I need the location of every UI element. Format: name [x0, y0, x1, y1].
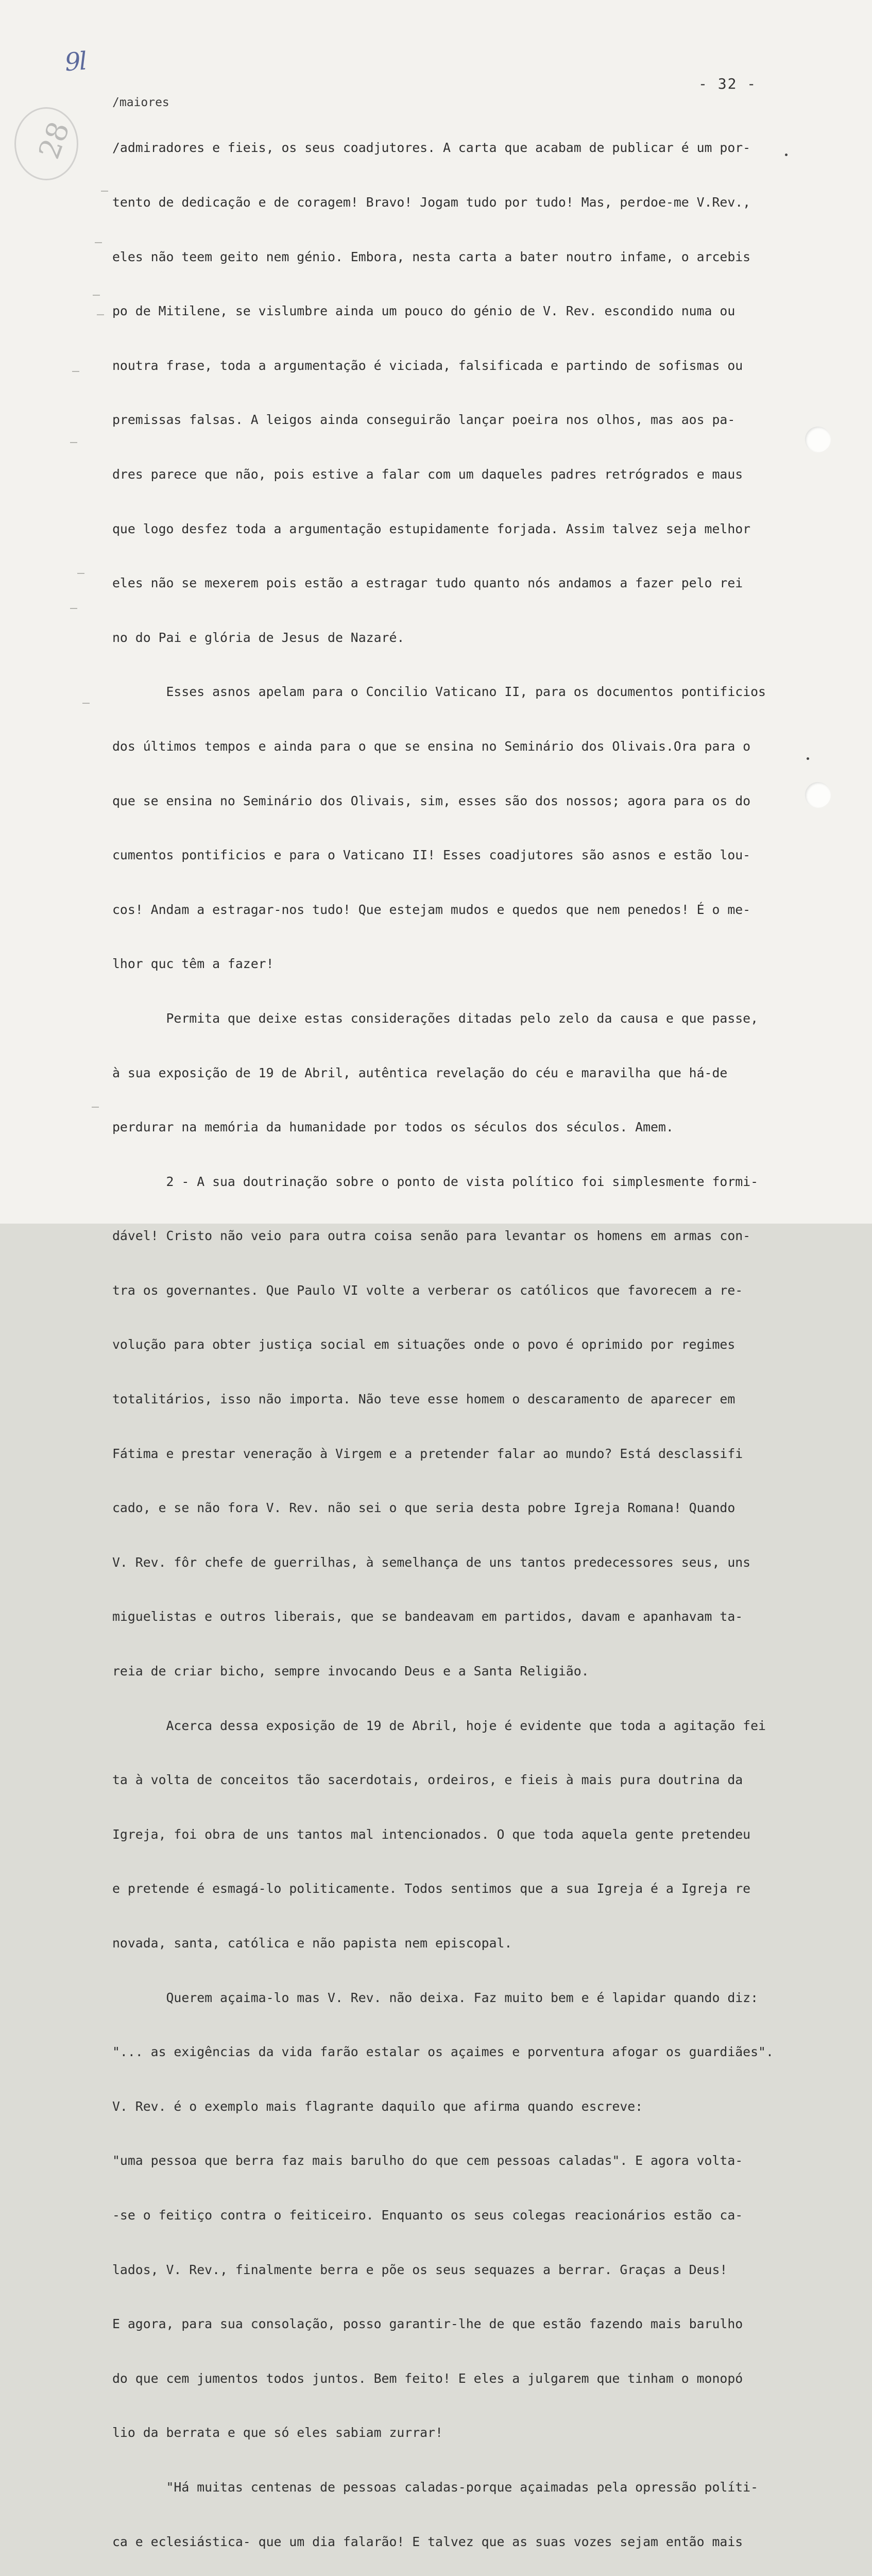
text-line: Querem açaima-lo mas V. Rev. não deixa. Faz muito bem e é lapidar quando diz:: [112, 1990, 759, 2005]
text-line: no do Pai e glória de Jesus de Nazaré.: [112, 630, 405, 645]
text-line: que se ensina no Seminário dos Olivais, sim, esses são dos nossos; agora para os do: [112, 793, 751, 808]
archive-handwritten-mark: 9l: [64, 46, 87, 77]
text-line: dres parece que não, pois estive a falar com um daqueles padres retrógrados e maus: [112, 466, 743, 482]
text-line: 2 - A sua doutrinação sobre o ponto de vista político foi simplesmente formi-: [112, 1174, 759, 1189]
text-line: e pretende é esmagá-lo politicamente. Todos sentimos que a sua Igreja é a Igreja re: [112, 1881, 751, 1896]
text-line: à sua exposição de 19 de Abril, autêntica revelação do céu e maravilha que há-de: [112, 1065, 728, 1080]
text-line: dável! Cristo não veio para outra coisa senão para levantar os homens em armas con-: [112, 1228, 751, 1244]
text-line: "... as exigências da vida farão estalar os açaimes e porventura afogar os guardiães".: [112, 2044, 774, 2060]
text-line: lhor quc têm a fazer!: [112, 956, 274, 972]
text-line: Permita que deixe estas considerações ditadas pelo zelo da causa e que passe,: [112, 1010, 759, 1026]
text-line: Acerca dessa exposição de 19 de Abril, hoje é evidente que toda a agitação fei: [112, 1718, 766, 1733]
text-line: V. Rev. é o exemplo mais flagrante daquilo que afirma quando escreve:: [112, 2098, 643, 2114]
text-line: totalitários, isso não importa. Não teve esse homem o descaramento de aparecer em: [112, 1392, 736, 1407]
text-line: Esses asnos apelam para o Concilio Vaticano II, para os documentos pontificios: [112, 684, 766, 700]
insertion-note: /maiores: [112, 96, 169, 109]
binder-hole: [805, 427, 831, 452]
text-line: cos! Andam a estragar-nos tudo! Que estejam mudos e quedos que nem penedos! É o me-: [112, 902, 751, 917]
stray-dot: [807, 757, 809, 760]
margin-tick: [97, 314, 104, 315]
margin-tick: [101, 191, 108, 192]
text-line: eles não se mexerem pois estão a estragar tudo quanto nós andamos a fazer pelo rei: [112, 575, 743, 591]
text-line: dos últimos tempos e ainda para o que se ensina no Seminário dos Olivais.Ora para o: [112, 738, 751, 754]
text-line: Igreja, foi obra de uns tantos mal intencionados. O que toda aquela gente pretendeu: [112, 1826, 751, 1842]
text-line: reia de criar bicho, sempre invocando Deus e a Santa Religião.: [112, 1664, 589, 1679]
text-line: eles não teem geito nem génio. Embora, nesta carta a bater noutro infame, o arcebis: [112, 249, 751, 264]
margin-tick: [92, 1107, 99, 1108]
text-line: tra os governantes. Que Paulo VI volte a verberar os católicos que favorecem a re-: [112, 1282, 743, 1298]
stamp-number: 28: [32, 117, 77, 164]
text-line: lados, V. Rev., finalmente berra e põe os seus sequazes a berrar. Graças a Deus!: [112, 2262, 728, 2277]
binder-hole: [805, 782, 831, 808]
margin-tick: [72, 371, 79, 372]
text-line: Fátima e prestar veneração à Virgem e a pretender falar ao mundo? Está desclassifi: [112, 1446, 743, 1461]
text-line: "Há muitas centenas de pessoas caladas-porque açaimadas pela opressão políti-: [112, 2479, 759, 2495]
text-line: ta à volta de conceitos tão sacerdotais, ordeiros, e fieis à mais pura doutrina da: [112, 1772, 743, 1788]
margin-tick: [77, 573, 84, 574]
text-line: cado, e se não fora V. Rev. não sei o que seria desta pobre Igreja Romana! Quando: [112, 1500, 736, 1516]
text-line: E agora, para sua consolação, posso garantir-lhe de que estão fazendo mais barulho: [112, 2316, 743, 2332]
margin-tick: [82, 703, 90, 704]
text-line: premissas falsas. A leigos ainda conseguirão lançar poeira nos olhos, mas aos pa-: [112, 412, 736, 428]
text-line: ca e eclesiástica- que um dia falarão! E talvez que as suas vozes sejam então mais: [112, 2534, 743, 2549]
margin-tick: [95, 242, 102, 243]
text-line: que logo desfez toda a argumentação estupidamente forjada. Assim talvez seja melhor: [112, 521, 751, 536]
text-line: /admiradores e fieis, os seus coadjutores. A carta que acabam de publicar é um por-: [112, 140, 751, 156]
text-line: noutra frase, toda a argumentação é viciada, falsificada e partindo de sofismas ou: [112, 358, 743, 373]
text-line: -se o feitiço contra o feiticeiro. Enquanto os seus colegas reacionários estão ca-: [112, 2207, 743, 2223]
text-line: novada, santa, católica e não papista nem episcopal.: [112, 1936, 512, 1951]
body-text: [112, 103, 792, 2576]
text-line: cumentos pontificios e para o Vaticano II! Esses coadjutores são asnos e estão lou-: [112, 848, 751, 863]
text-line: volução para obter justiça social em situações onde o povo é oprimido por regimes: [112, 1337, 736, 1352]
text-line: V. Rev. fôr chefe de guerrilhas, à semelhança de uns tantos predecessores seus, uns: [112, 1554, 751, 1570]
text-line: do que cem jumentos todos juntos. Bem feito! E eles a julgarem que tinham o monopó: [112, 2370, 743, 2386]
text-line: "uma pessoa que berra faz mais barulho do que cem pessoas caladas". E agora volta-: [112, 2153, 743, 2168]
text-line: po de Mitilene, se vislumbre ainda um pouco do génio de V. Rev. escondido numa ou: [112, 303, 736, 319]
text-line: lio da berrata e que só eles sabiam zurrar!: [112, 2425, 443, 2441]
text-line: tento de dedicação e de coragem! Bravo! Jogam tudo por tudo! Mas, perdoe-me V.Rev.,: [112, 195, 751, 210]
text-line: miguelistas e outros liberais, que se bandeavam em partidos, davam e apanhavam ta-: [112, 1609, 743, 1624]
margin-tick: [93, 295, 100, 296]
margin-tick: [70, 608, 77, 609]
margin-tick: [70, 442, 77, 443]
page-number: - 32 -: [698, 75, 757, 92]
text-line: perdurar na memória da humanidade por todos os séculos dos séculos. Amem.: [112, 1120, 674, 1135]
